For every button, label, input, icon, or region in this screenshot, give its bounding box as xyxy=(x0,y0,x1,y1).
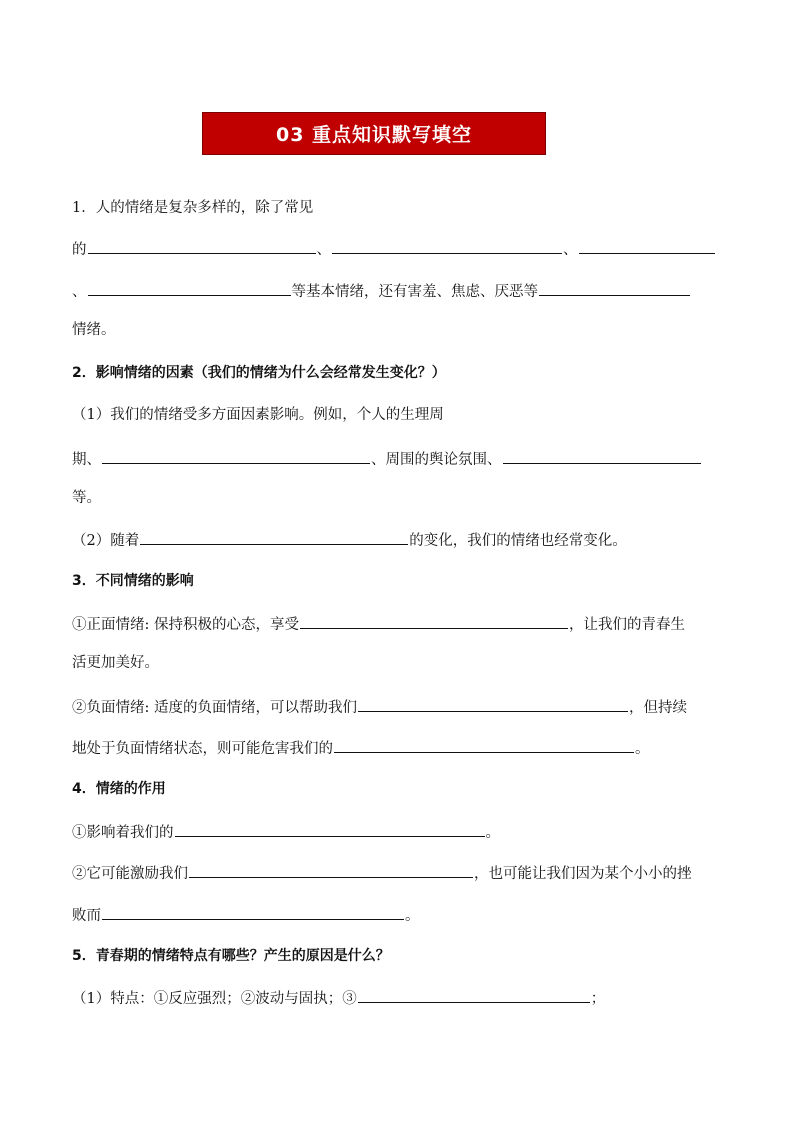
fill-blank[interactable] xyxy=(88,236,316,254)
q4-text: ①影响着我们的 xyxy=(72,825,174,841)
q1-line-4 xyxy=(72,318,722,342)
q2-text: 等。 xyxy=(72,490,101,506)
fill-blank[interactable] xyxy=(140,527,408,545)
section-heading: 3．不同情绪的影响 xyxy=(72,573,194,589)
q2-text: 期、 xyxy=(72,452,101,468)
section-heading: 4．情绪的作用 xyxy=(72,781,166,797)
fill-blank[interactable] xyxy=(300,611,568,629)
q2-line-4 xyxy=(72,527,722,551)
q1-text: 1．人的情绪是复杂多样的，除了常见 xyxy=(72,200,314,216)
q2-text: 、周围的舆论氛围、 xyxy=(371,452,502,468)
q1-text: 情绪。 xyxy=(72,322,116,338)
q5-text: （1）特点：①反应强烈；②波动与固执；③ xyxy=(72,991,357,1007)
fill-blank[interactable] xyxy=(189,860,473,878)
fill-blank[interactable] xyxy=(539,278,690,296)
q1-text: 的 xyxy=(72,242,87,258)
q3-text: 活更加美好。 xyxy=(72,655,159,671)
separator: 、 xyxy=(563,242,578,258)
section-heading: 5．青春期的情绪特点有哪些？产生的原因是什么？ xyxy=(72,948,390,964)
page-title: 03 重点知识默写填空 xyxy=(275,124,473,146)
q4-line-3 xyxy=(72,902,722,926)
fill-blank[interactable] xyxy=(102,902,404,920)
q4-text: ②它可能激励我们 xyxy=(72,866,188,882)
title-banner xyxy=(202,112,546,155)
fill-blank[interactable] xyxy=(358,694,628,712)
q2-heading xyxy=(72,361,722,385)
q4-text: 。 xyxy=(485,825,500,841)
q3-text: 地处于负面情绪状态，则可能危害我们的 xyxy=(72,741,333,757)
q1-line-1 xyxy=(72,196,722,220)
q3-line-1 xyxy=(72,611,722,635)
q1-line-3 xyxy=(72,278,722,302)
q2-line-1 xyxy=(72,403,722,427)
q4-text: ，也可能让我们因为某个小小的挫 xyxy=(474,866,692,882)
q4-line-2 xyxy=(72,860,722,884)
fill-blank[interactable] xyxy=(334,735,634,753)
fill-blank[interactable] xyxy=(579,236,715,254)
q3-line-3 xyxy=(72,694,722,718)
q4-text: 败而 xyxy=(72,908,101,924)
q2-text: 的变化，我们的情绪也经常变化。 xyxy=(409,533,627,549)
q2-text: （2）随着 xyxy=(72,533,140,549)
q2-line-3 xyxy=(72,486,722,510)
fill-blank[interactable] xyxy=(102,446,370,464)
q3-text: ，让我们的青春生 xyxy=(569,617,685,633)
q2-line-2 xyxy=(72,446,722,470)
q3-text: ，但持续 xyxy=(629,700,687,716)
q1-line-2 xyxy=(72,236,722,260)
q5-heading xyxy=(72,944,722,968)
section-heading: 2．影响情绪的因素（我们的情绪为什么会经常发生变化？） xyxy=(72,365,446,381)
q4-text: 。 xyxy=(405,908,420,924)
q4-heading xyxy=(72,777,722,801)
q3-heading xyxy=(72,569,722,593)
fill-blank[interactable] xyxy=(332,236,562,254)
q3-text: ①正面情绪: 保持积极的心态，享受 xyxy=(72,617,299,633)
separator: 、 xyxy=(72,284,87,300)
q3-text: ②负面情绪: 适度的负面情绪，可以帮助我们 xyxy=(72,700,357,716)
q2-text: （1）我们的情绪受多方面因素影响。例如，个人的生理周 xyxy=(72,407,444,423)
q5-line-1 xyxy=(72,985,722,1009)
fill-blank[interactable] xyxy=(88,278,291,296)
q4-line-1 xyxy=(72,819,722,843)
q3-line-2 xyxy=(72,651,722,675)
fill-blank[interactable] xyxy=(358,985,590,1003)
separator: 、 xyxy=(316,242,331,258)
q3-line-4 xyxy=(72,735,722,759)
q1-text: 等基本情绪，还有害羞、焦虑、厌恶等 xyxy=(291,284,538,300)
q3-text: 。 xyxy=(635,741,650,757)
fill-blank[interactable] xyxy=(503,446,701,464)
fill-blank[interactable] xyxy=(175,819,485,837)
q5-text: ； xyxy=(590,991,606,1007)
